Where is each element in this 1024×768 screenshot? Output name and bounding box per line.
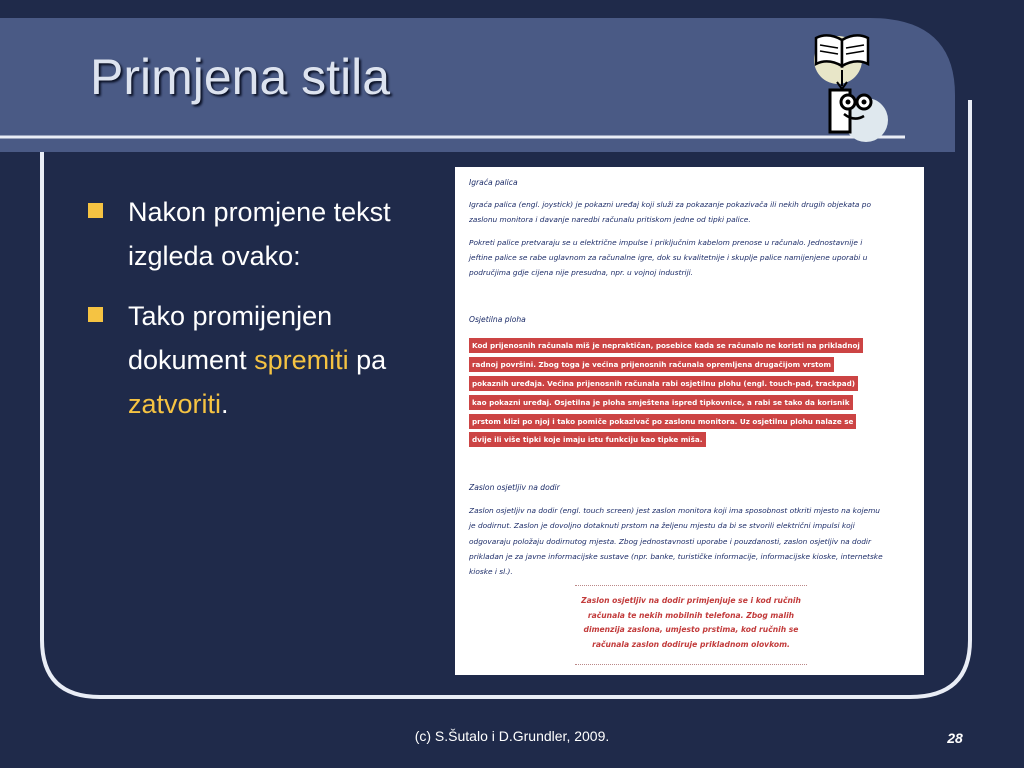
highlighted-line: pokaznih uređaja. Većina prijenosnih računala rabi osjetilnu plohu (engl. touch-pad, trackpad) xyxy=(469,376,858,391)
doc-heading: Igraća palica xyxy=(469,178,518,187)
doc-line: prikladan je za javne informacijske sustave (npr. banke, turističke informacije, informacijske kioske, internetske xyxy=(469,552,883,561)
slide-title: Primjena stila xyxy=(90,49,391,105)
bullet-text: Nakon promjene tekst izgleda ovako: xyxy=(128,197,391,271)
doc-line: Pokreti palice pretvaraju se u električne impulse i priključnim kabelom prenose u računalo. Jednostavnije i xyxy=(469,238,863,247)
callout-box xyxy=(575,585,807,665)
bullet-item xyxy=(88,294,438,426)
doc-heading: Osjetilna ploha xyxy=(469,315,526,324)
highlighted-line: Kod prijenosnih računala miš je nepraktičan, posebice kada se računalo ne koristi na prikladnoj xyxy=(469,338,863,353)
doc-line: kioske i sl.). xyxy=(469,567,513,576)
doc-line: odgovaraju položaju dodirnutog mjesta. Zbog jednostavnosti uporabe i pouzdanosti, zaslon osjetljiv na dodir xyxy=(469,537,872,546)
callout-line: dimenzija zaslona, umjesto prstima, kod ručnih se xyxy=(583,625,799,634)
highlighted-line: prstom klizi po njoj i tako pomiče pokazivač po zaslonu monitora. Uz osjetilnu plohu nalaze se xyxy=(469,414,856,429)
highlight-save: spremiti xyxy=(254,345,349,375)
bullet-list xyxy=(88,190,438,442)
doc-line: jeftine palice se rabe uglavnom za računalne igre, dok su kvalitetnije i skuplje palice namijenjene uporabi u xyxy=(469,253,868,262)
highlighted-line: dvije ili više tipki koje imaju istu funkciju kao tipke miša. xyxy=(469,432,706,447)
document-screenshot xyxy=(455,167,924,675)
footer-copyright: (c) S.Šutalo i D.Grundler, 2009. xyxy=(414,728,610,744)
doc-line: područjima gdje cijena nije presudna, npr. u vojnoj industriji. xyxy=(469,268,694,277)
highlighted-line: radnoj površini. Zbog toga je većina prijenosnih računala opremljena drugačijom vrstom xyxy=(469,357,834,372)
doc-line: Igraća palica (engl. joystick) je pokazni uređaj koji služi za pokazanje pokazivača ili nekih drugih objekata po xyxy=(469,200,872,209)
bullet-text: . xyxy=(221,389,229,419)
highlighted-line: kao pokazni uređaj. Osjetilna je ploha smještena ispred tipkovnice, a rabi se tako da korisnik xyxy=(469,395,853,410)
bullet-square-icon xyxy=(88,307,103,322)
callout-line: računala zaslon dodiruje prikladnom olovkom. xyxy=(592,639,790,649)
callout-line: računala te nekih mobilnih telefona. Zbog malih xyxy=(587,610,795,620)
doc-line: zaslonu monitora i davanje naredbi računalu pritiskom jedne od tipki palice. xyxy=(469,215,751,224)
doc-line: je dodirnut. Zaslon je dovoljno dotaknuti prstom na željenu mjestu da bi se stvorili električni impulsi koji xyxy=(469,521,855,530)
doc-heading: Zaslon osjetljiv na dodir xyxy=(469,483,560,492)
book-to-reader-icon xyxy=(808,18,890,146)
bullet-text: pa xyxy=(348,345,387,375)
bullet-text: Tako promijenjen dokument xyxy=(128,301,333,375)
callout-line: Zaslon osjetljiv na dodir primjenjuje se i kod ručnih xyxy=(581,596,801,605)
callout-text xyxy=(575,586,807,652)
doc-line: Zaslon osjetljiv na dodir (engl. touch screen) jest zaslon monitora koji ima sposobnost otkriti mjesto na kojemu xyxy=(469,506,880,515)
page-number: 28 xyxy=(947,730,963,746)
bullet-square-icon xyxy=(88,203,103,218)
bullet-item xyxy=(88,190,438,278)
highlight-close: zatvoriti xyxy=(128,389,222,419)
